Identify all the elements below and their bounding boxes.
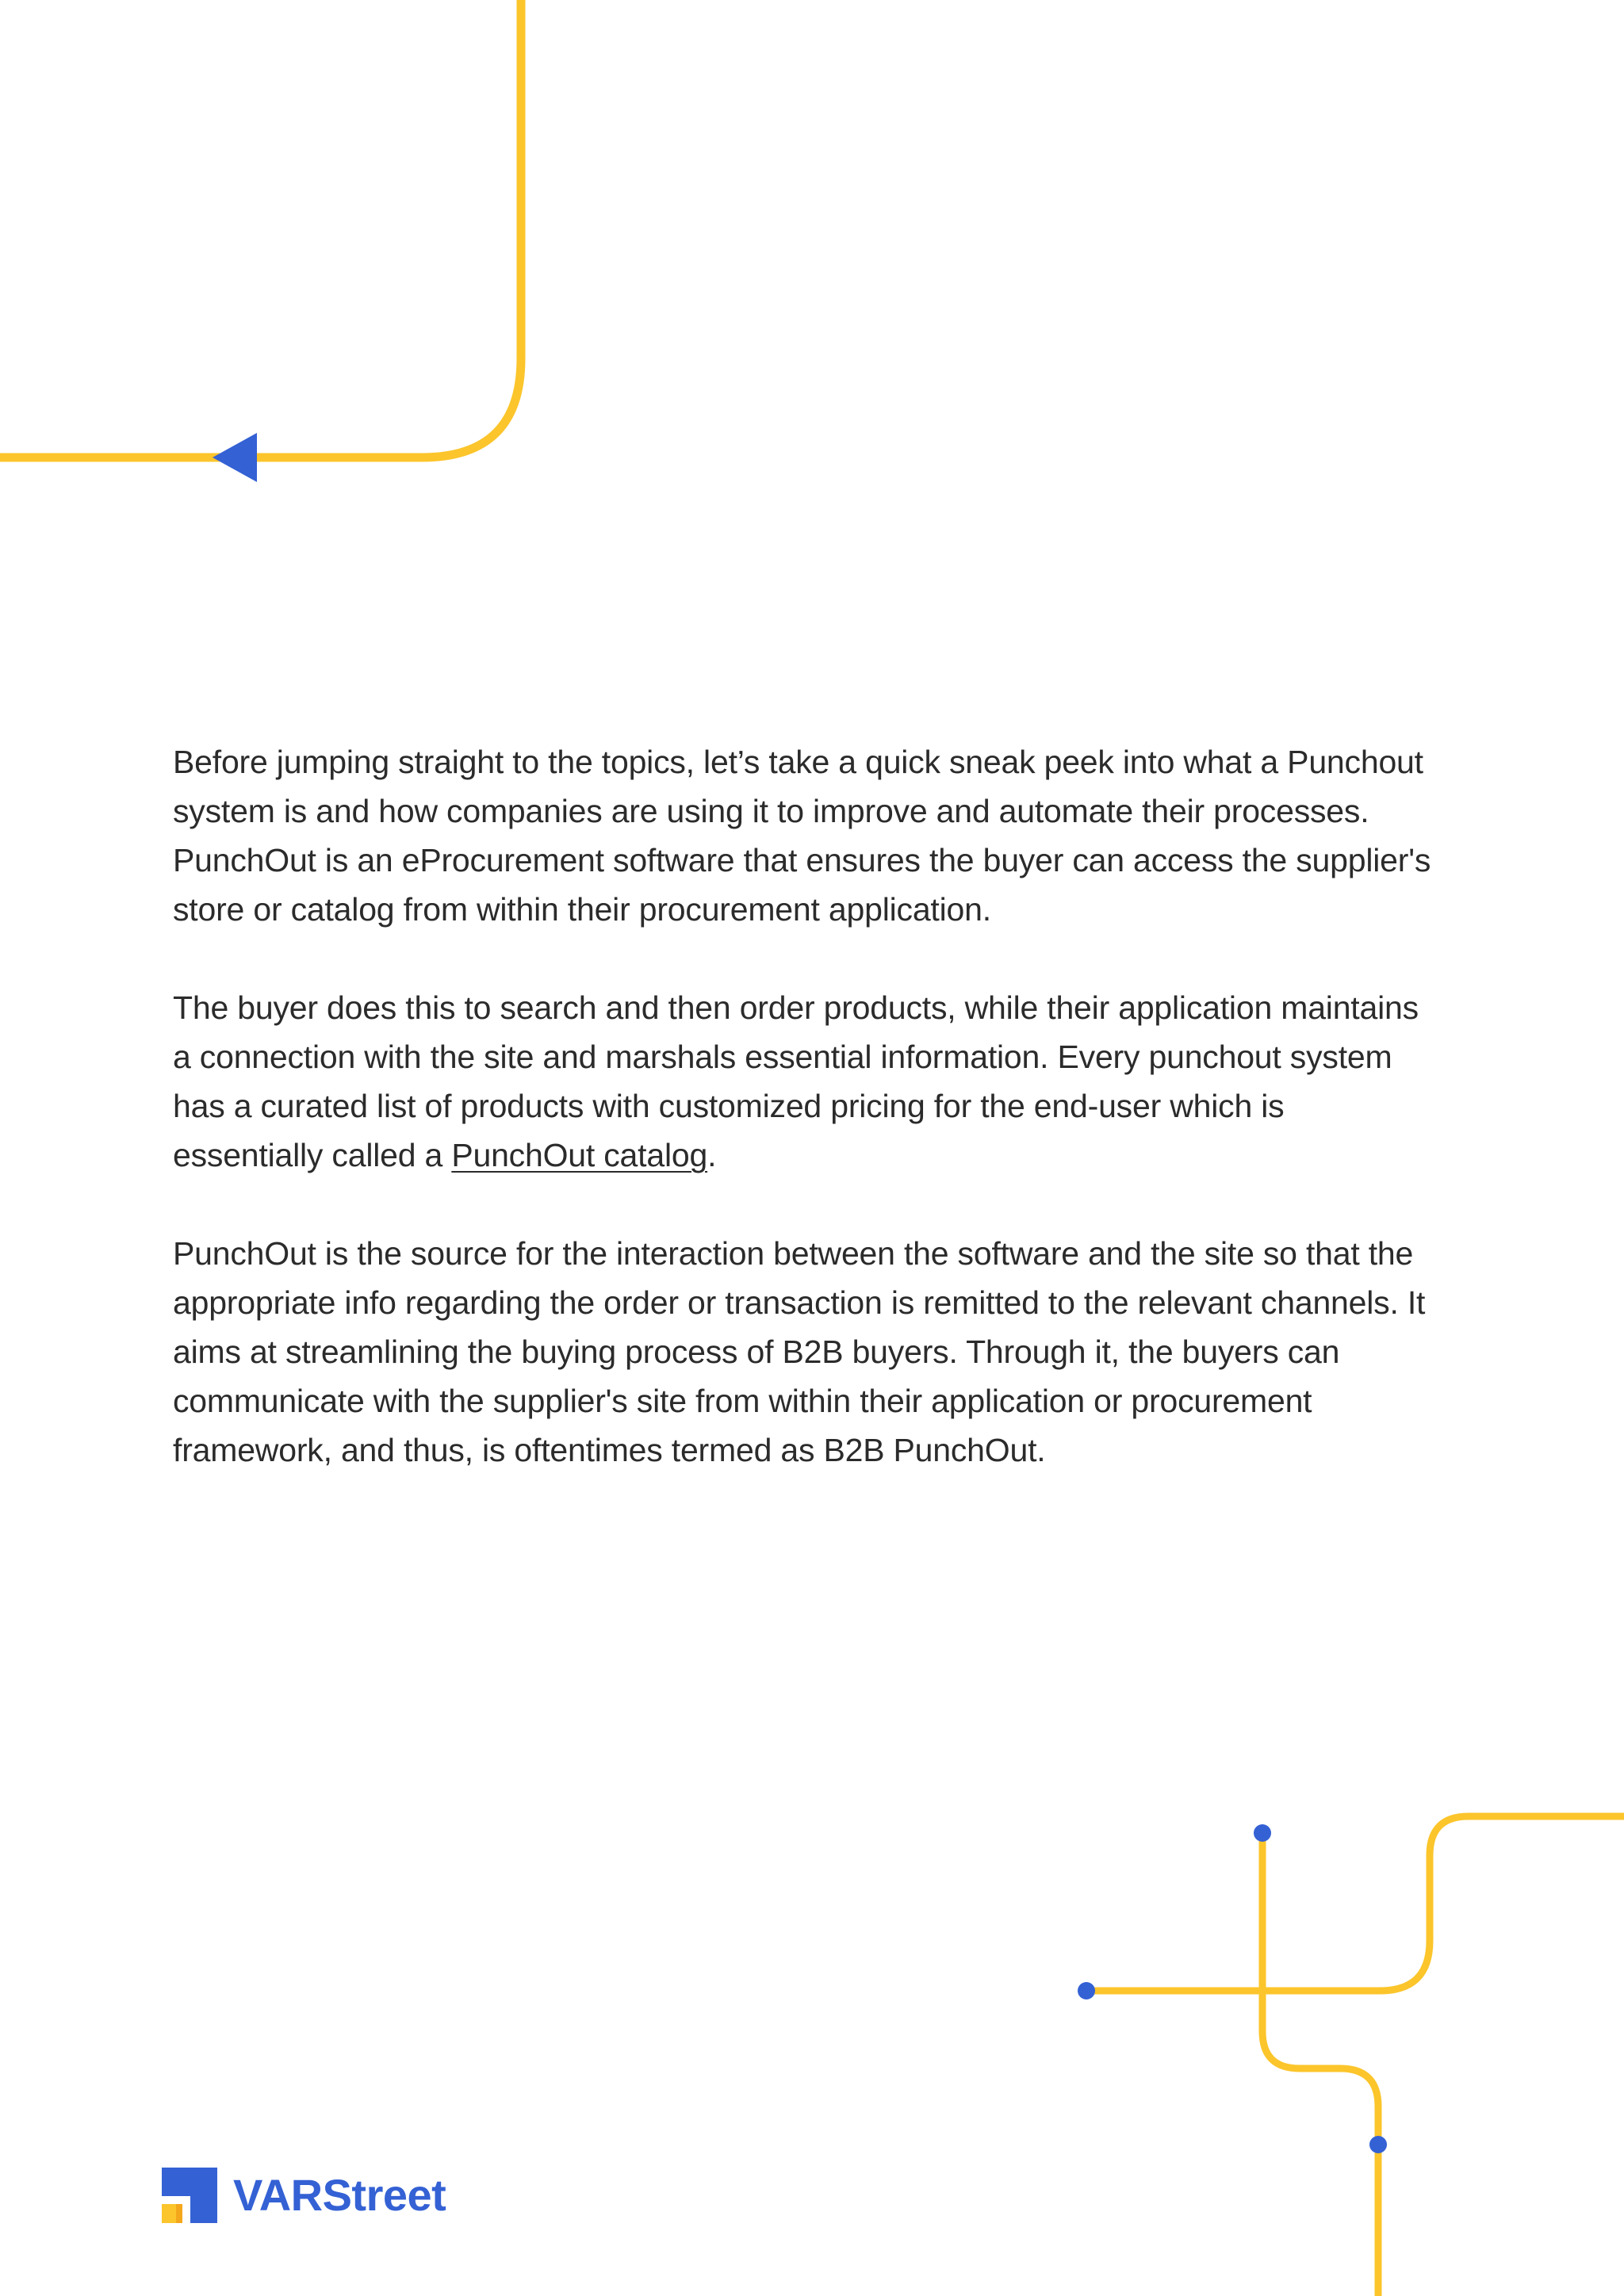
- brand-name: VARStreet: [233, 2170, 446, 2220]
- node-dot-top: [1254, 1824, 1271, 1842]
- paragraph-2-text: The buyer does this to search and then order products, while their application maintains a connection with the site and marshals essential information. Every punchout system has a curated list of products with customized pricing for the end-user which is essentially called a: [173, 989, 1419, 1173]
- body-text: [173, 737, 1442, 1524]
- node-dot-bottom: [1369, 2136, 1387, 2153]
- top-left-curve-line: [0, 0, 521, 457]
- paragraph-3: PunchOut is the source for the interaction between the software and the site so that the appropriate info regarding the order or transaction is remitted to the relevant channels. It aims at streamlining the buying process of B2B buyers. Through it, the buyers can communicate with the supplier's site from within their application or procurement framework, and thus, is oftentimes termed as B2B PunchOut.: [173, 1235, 1426, 1468]
- paragraph-1: Before jumping straight to the topics, let’s take a quick sneak peek into what a Punchout system is and how companies are using it to improve and automate their processes. PunchOut is an eProcurement software that ensures the buyer can access the supplier's store or catalog from within their procurement application.: [173, 744, 1431, 928]
- node-dot-left: [1078, 1982, 1095, 1999]
- paragraph-2: [173, 983, 1442, 1180]
- right-top-curve-line: [1086, 1816, 1624, 1991]
- varstreet-logo: [162, 2167, 446, 2224]
- left-arrow-icon: [213, 433, 257, 482]
- punchout-catalog-link[interactable]: PunchOut catalog: [451, 1137, 708, 1173]
- varstreet-logo-icon: [162, 2168, 217, 2223]
- paragraph-2-end: .: [707, 1137, 717, 1173]
- vertical-connector-line: [1262, 1833, 1378, 2296]
